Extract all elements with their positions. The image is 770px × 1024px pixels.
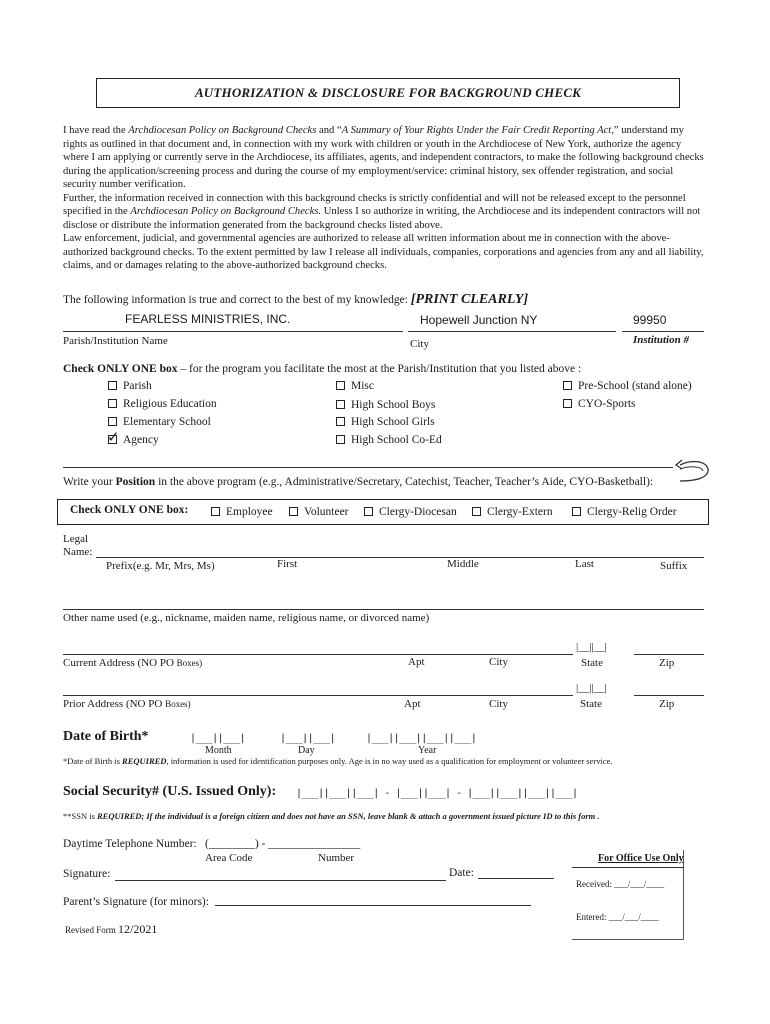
option-misc[interactable]: Misc — [336, 380, 374, 392]
role-clergy-diocesan[interactable]: Clergy-Diocesan — [364, 506, 457, 518]
prior-zip-label: Zip — [659, 698, 675, 710]
city-label: City — [410, 338, 429, 350]
dob-day-label: Day — [298, 745, 315, 756]
institution-label: Institution # — [633, 334, 689, 346]
parish-label: Parish/Institution Name — [63, 335, 168, 347]
paragraph-3: Law enforcement, judicial, and governmental agencies are authorized to release all written information about me in connection with the above-authorized background checks. To the extent permitted by law I release all individuals, companies, corporations and agencies from any and all liability, claims, and or damages relating to the above-authorized background checks. — [63, 233, 704, 271]
parish-line — [63, 331, 403, 332]
date-label: Date: — [449, 867, 474, 879]
prior-zip-line[interactable] — [634, 695, 704, 696]
revised-form: Revised Form 12/2021 — [65, 922, 158, 936]
prior-address-line[interactable] — [63, 695, 573, 696]
dob-label: Date of Birth* — [63, 729, 149, 744]
option-parish[interactable]: Parish — [108, 380, 152, 392]
checkbox[interactable] — [336, 435, 345, 444]
option-high-school-girls[interactable]: High School Girls — [336, 416, 435, 428]
office-entered[interactable]: Entered: ___/___/____ — [576, 912, 659, 922]
option-religious-education[interactable]: Religious Education — [108, 398, 217, 410]
prior-state-label: State — [580, 698, 602, 710]
checkbox[interactable] — [289, 507, 298, 516]
parent-signature-line[interactable] — [215, 905, 531, 906]
dob-year-label: Year — [418, 745, 437, 756]
suffix-label: Suffix — [660, 560, 688, 572]
checkbox[interactable] — [336, 381, 345, 390]
current-apt-label: Apt — [408, 656, 425, 668]
checkbox[interactable] — [108, 417, 117, 426]
legal-label: Legal — [63, 533, 89, 545]
checkbox[interactable] — [336, 400, 345, 409]
name-label: Name: — [63, 546, 93, 558]
prior-state-boxes[interactable]: |__||__| — [576, 682, 607, 694]
role-volunteer[interactable]: Volunteer — [289, 506, 349, 518]
prior-apt-label: Apt — [404, 698, 421, 710]
option-preschool[interactable]: Pre-School (stand alone) — [563, 380, 692, 392]
office-received[interactable]: Received: ___/___/____ — [576, 879, 665, 889]
form-title: AUTHORIZATION & DISCLOSURE FOR BACKGROUND CHECK — [96, 78, 680, 108]
option-high-school-boys[interactable]: High School Boys — [336, 399, 435, 411]
ssn-note: **SSN is REQUIRED; If the individual is a foreign citizen and does not have an SSN, leave blank & attach a government issued picture ID to this form . — [63, 811, 600, 821]
last-label: Last — [575, 558, 594, 570]
other-name-line[interactable] — [63, 609, 704, 610]
role-employee[interactable]: Employee — [211, 506, 273, 518]
role-label: Check ONLY ONE box: — [70, 504, 189, 516]
checked-checkbox[interactable] — [108, 435, 117, 444]
position-instruction: Write your Position in the above program (e.g., Administrative/Secretary, Catechist, Teacher, Teacher’s Aide, CYO-Basketball): — [63, 476, 654, 488]
arrow-icon — [672, 455, 712, 489]
paragraph-1: I have read the Archdiocesan Policy on Background Checks and “A Summary of Your Rights Under the Fair Credit Reporting Act,” understand my rights as outlined in that document and, in connection with my work with children or youth in the Archdiocese of New York, authorize the agency where I am applying or currently serve in the Archdiocese, its affiliates, agents, and independent contractors, to make the following background checks during the application/screening process and during the course of my employment/service: criminal history, sex offender registration, and social security number verification. — [63, 125, 704, 190]
legal-name-line[interactable] — [96, 557, 704, 558]
role-clergy-extern[interactable]: Clergy-Extern — [472, 506, 553, 518]
option-cyo-sports[interactable]: CYO-Sports — [563, 398, 636, 410]
phone-label: Daytime Telephone Number: — [63, 838, 197, 850]
role-clergy-relig-order[interactable]: Clergy-Relig Order — [572, 506, 677, 518]
city-line — [408, 331, 616, 332]
checkbox[interactable] — [364, 507, 373, 516]
checkbox[interactable] — [108, 399, 117, 408]
phone-field[interactable]: (________) - ________________ — [205, 838, 361, 850]
checkbox[interactable] — [108, 381, 117, 390]
city-value[interactable]: Hopewell Junction NY — [420, 313, 538, 327]
area-code-label: Area Code — [205, 852, 253, 864]
current-address-label: Current Address (NO PO Boxes) — [63, 657, 203, 669]
office-divider — [572, 867, 684, 868]
checkbox[interactable] — [563, 381, 572, 390]
office-use-title: For Office Use Only — [598, 853, 684, 864]
current-state-label: State — [581, 657, 603, 669]
print-clearly: [PRINT CLEARLY] — [410, 292, 529, 307]
checkbox[interactable] — [472, 507, 481, 516]
current-state-boxes[interactable]: |__||__| — [576, 641, 607, 653]
current-zip-line[interactable] — [634, 654, 704, 655]
ssn-boxes[interactable]: |___||___||___| - |___||___| - |___||___||___||___| — [296, 788, 578, 799]
dob-note: *Date of Birth is REQUIRED, information is used for identification purposes only. Age is in no way used as a qualification for employment or volunteer service. — [63, 756, 613, 766]
dob-month-label: Month — [205, 745, 232, 756]
position-top-line — [63, 467, 673, 468]
institution-line — [622, 331, 704, 332]
date-line[interactable] — [478, 878, 554, 879]
ssn-label: Social Security# (U.S. Issued Only): — [63, 784, 277, 799]
dob-month-boxes[interactable]: |___||___| — [190, 733, 246, 744]
dob-year-boxes[interactable]: |___||___||___||___| — [366, 733, 477, 744]
parish-name-value[interactable]: FEARLESS MINISTRIES, INC. — [125, 312, 291, 326]
checkbox[interactable] — [336, 417, 345, 426]
checkbox[interactable] — [572, 507, 581, 516]
number-label: Number — [318, 852, 355, 864]
authorization-text — [63, 124, 708, 273]
middle-label: Middle — [447, 558, 479, 570]
option-high-school-coed[interactable]: High School Co-Ed — [336, 434, 442, 446]
paragraph-2: Further, the information received in connection with this background checks is strictly confidential and will not be released except to the personnel specified in the Archdiocesan Policy on Background Checks. Unless I so authorize in writing, the Archdiocese and its independent contractors will not disclose or distribute the information generated from the background checks listed above. — [63, 192, 701, 231]
signature-label: Signature: — [63, 868, 111, 880]
program-instruction: Check ONLY ONE box – for the program you facilitate the most at the Parish/Institution that you listed above : — [63, 363, 582, 375]
signature-line[interactable] — [115, 880, 446, 881]
other-name-label: Other name used (e.g., nickname, maiden name, religious name, or divorced name) — [63, 612, 430, 624]
prior-city-label: City — [489, 698, 508, 710]
checkbox[interactable] — [563, 399, 572, 408]
option-elementary-school[interactable]: Elementary School — [108, 416, 211, 428]
checkbox[interactable] — [211, 507, 220, 516]
current-zip-label: Zip — [659, 657, 675, 669]
info-statement: The following information is true and correct to the best of my knowledge: [PRINT CLEARLY] — [63, 292, 529, 307]
current-city-label: City — [489, 656, 508, 668]
current-address-line[interactable] — [63, 654, 573, 655]
prefix-label: Prefix(e.g. Mr, Mrs, Ms) — [106, 560, 215, 572]
institution-number-value[interactable]: 99950 — [633, 313, 667, 327]
dob-day-boxes[interactable]: |___||___| — [280, 733, 336, 744]
prior-address-label: Prior Address (NO PO Boxes) — [63, 698, 191, 710]
parent-signature-label: Parent’s Signature (for minors): — [63, 896, 209, 908]
first-label: First — [277, 558, 298, 570]
option-agency[interactable]: ✓Agency — [108, 434, 159, 446]
